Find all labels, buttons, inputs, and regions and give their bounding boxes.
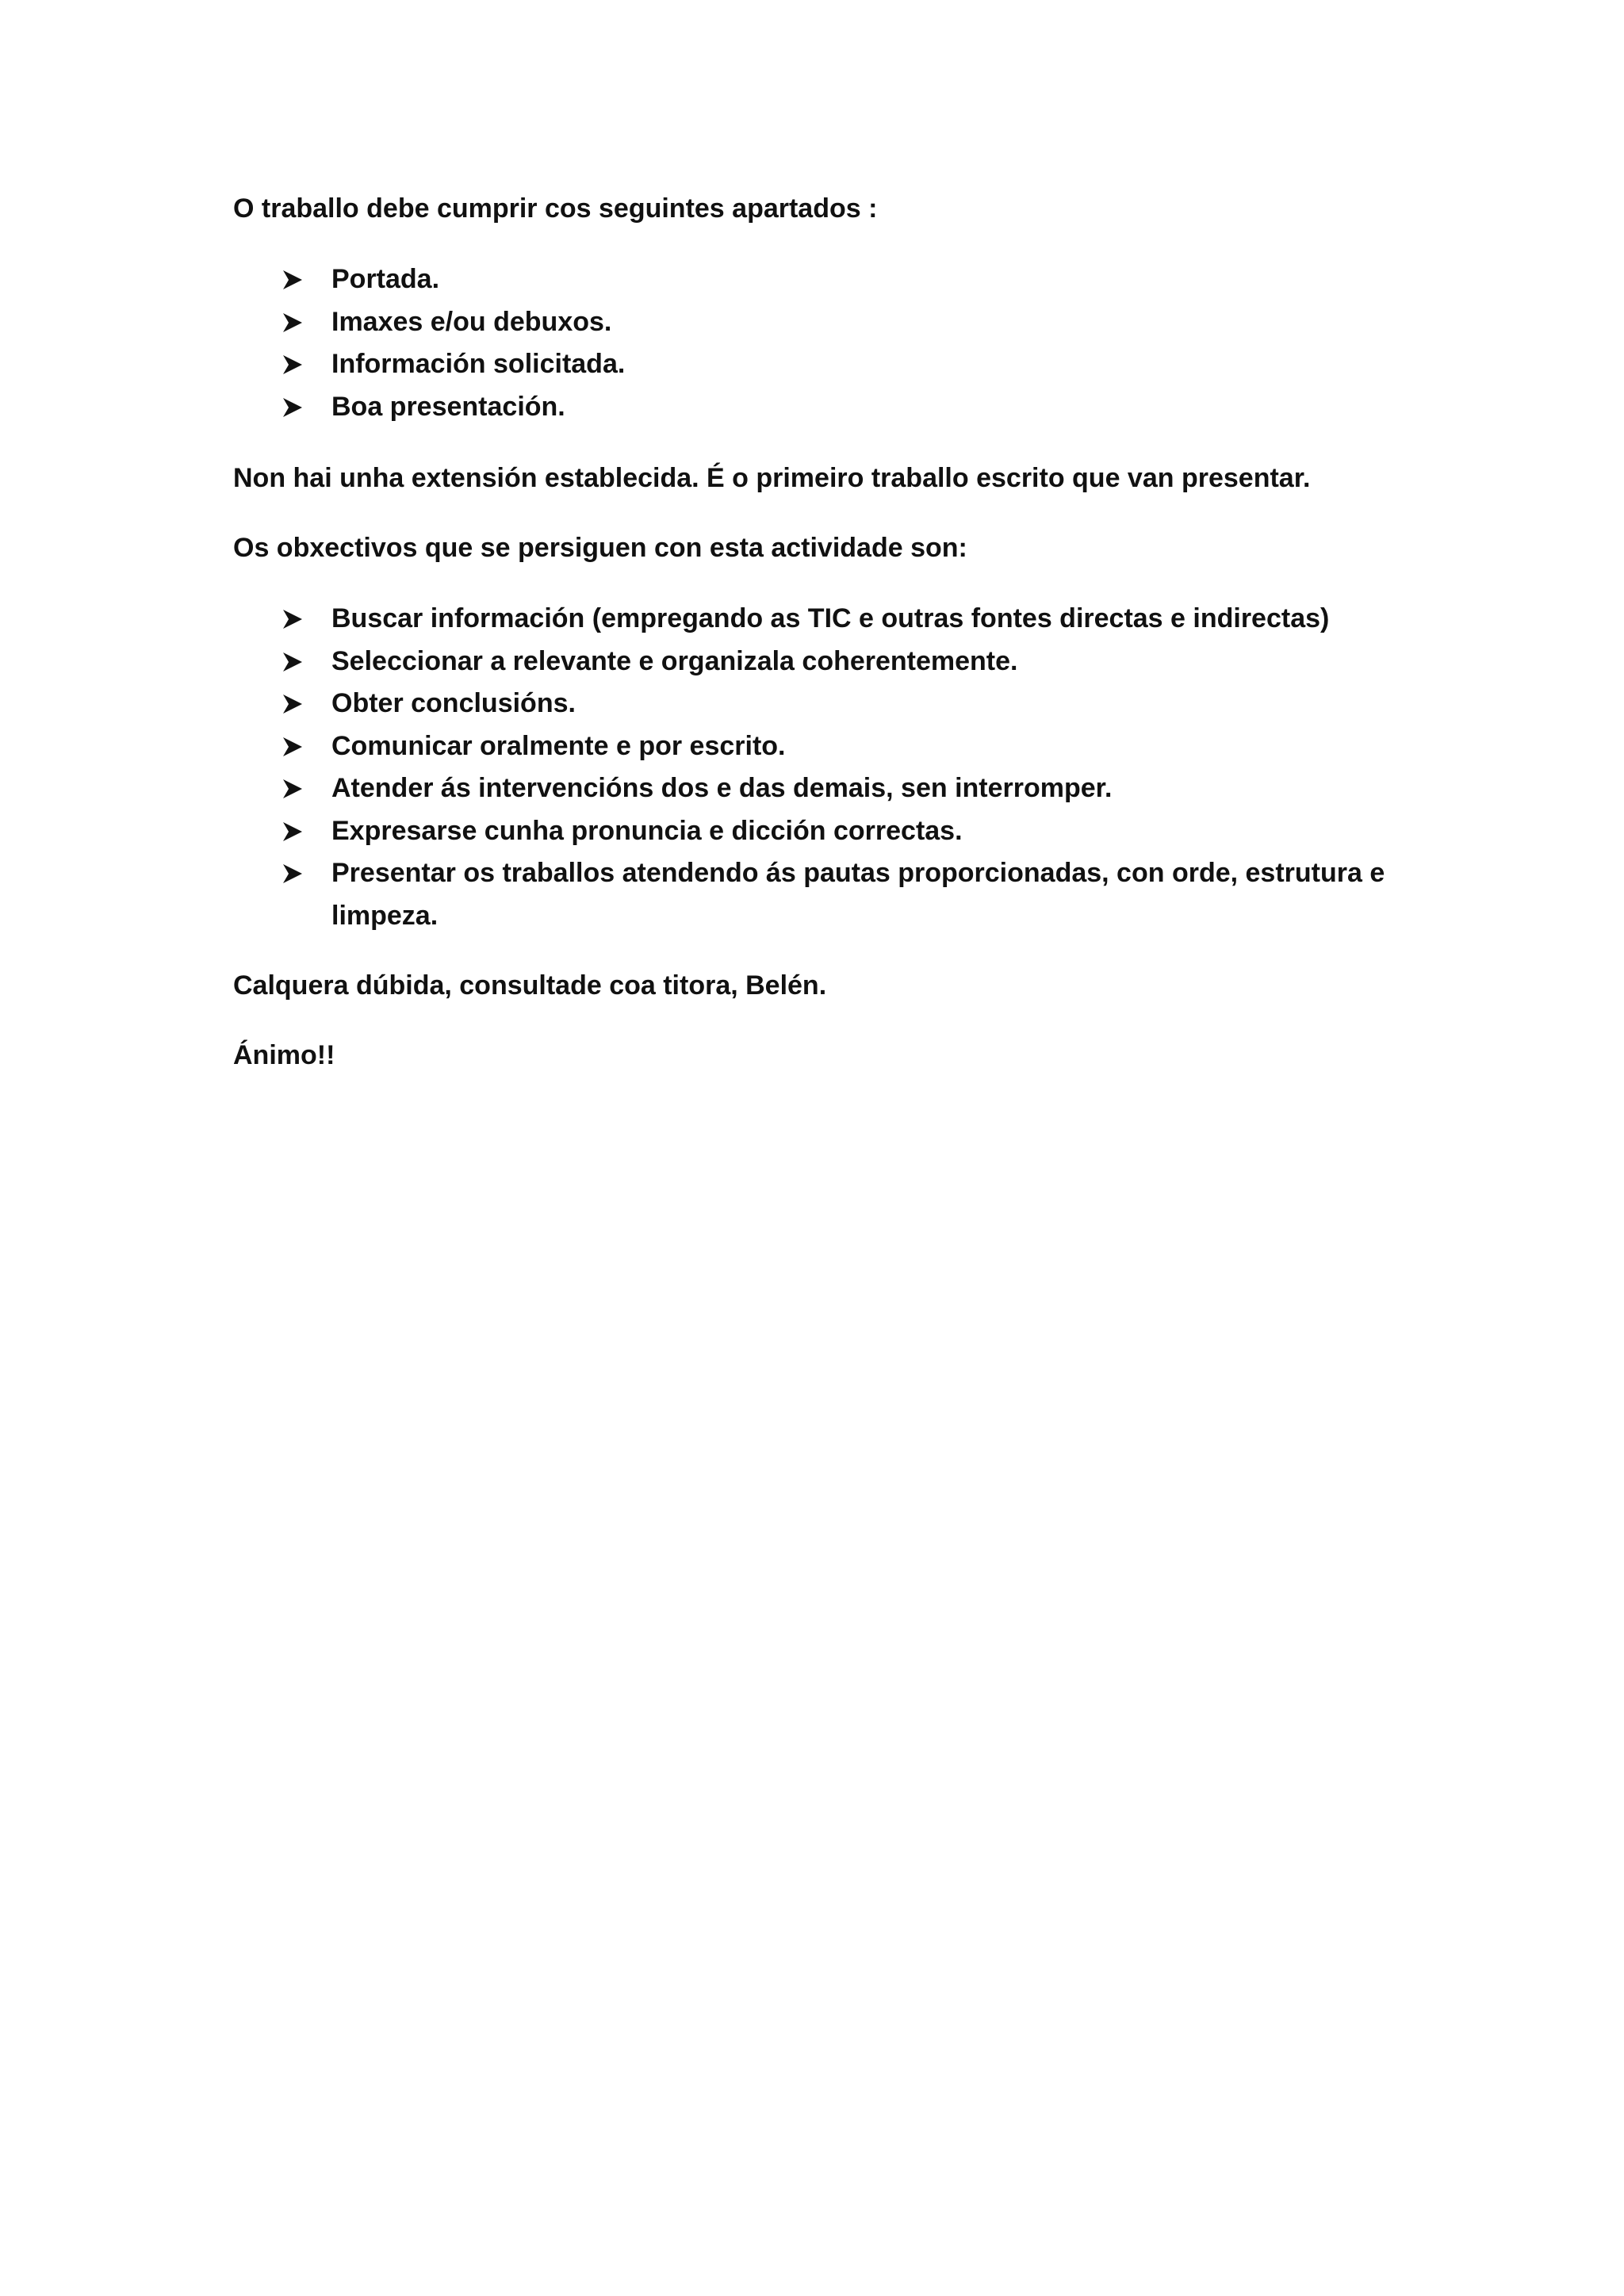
list-item: [233, 301, 1407, 344]
list-item: [233, 810, 1407, 853]
requirements-list: [233, 258, 1407, 428]
intro-paragraph: O traballo debe cumprir cos seguintes apartados :: [233, 193, 878, 224]
objectives-list: [233, 598, 1407, 937]
list-item: [233, 641, 1407, 683]
list-item-text: Buscar información (empregando as TIC e outras fontes directas e indirectas): [331, 603, 1330, 633]
arrowhead-bullet-icon: [282, 397, 303, 418]
list-item-text: Portada.: [331, 264, 440, 294]
doubts-paragraph: Calquera dúbida, consultade coa titora, Belén.: [233, 970, 827, 1001]
arrowhead-bullet-icon: [282, 737, 303, 757]
arrowhead-bullet-icon: [282, 354, 303, 375]
arrowhead-bullet-icon: [282, 821, 303, 842]
arrowhead-bullet-icon: [282, 609, 303, 629]
list-item: [233, 386, 1407, 429]
list-item: [233, 725, 1407, 768]
document-body: [233, 187, 1407, 1077]
list-item-text: Boa presentación.: [331, 391, 565, 422]
arrowhead-bullet-icon: [282, 863, 303, 884]
list-item-text: Imaxes e/ou debuxos.: [331, 306, 612, 337]
arrowhead-bullet-icon: [282, 270, 303, 290]
list-item: [233, 258, 1407, 301]
arrowhead-bullet-icon: [282, 779, 303, 799]
arrowhead-bullet-icon: [282, 694, 303, 714]
extension-paragraph: Non hai unha extensión establecida. É o primeiro traballo escrito que van presentar.: [233, 463, 1311, 493]
list-item: [233, 598, 1407, 641]
list-item-text: Atender ás intervencións dos e das demais, sen interromper.: [331, 773, 1113, 803]
list-item: [233, 852, 1407, 937]
list-item-text: Información solicitada.: [331, 349, 626, 379]
list-item: [233, 683, 1407, 725]
list-item-text: Seleccionar a relevante e organizala coherentemente.: [331, 645, 1018, 676]
arrowhead-bullet-icon: [282, 652, 303, 672]
list-item: [233, 343, 1407, 386]
list-item-text: Expresarse cunha pronuncia e dicción correctas.: [331, 815, 963, 846]
closing-paragraph: Ánimo!!: [233, 1040, 335, 1070]
objectives-intro-paragraph: Os obxectivos que se persiguen con esta actividade son:: [233, 533, 967, 563]
list-item-text: Obter conclusións.: [331, 688, 576, 718]
arrowhead-bullet-icon: [282, 312, 303, 333]
list-item: [233, 767, 1407, 810]
list-item-text: Comunicar oralmente e por escrito.: [331, 730, 786, 761]
list-item-text: Presentar os traballos atendendo ás pautas proporcionadas, con orde, estrutura e limpeza.: [331, 858, 1385, 931]
